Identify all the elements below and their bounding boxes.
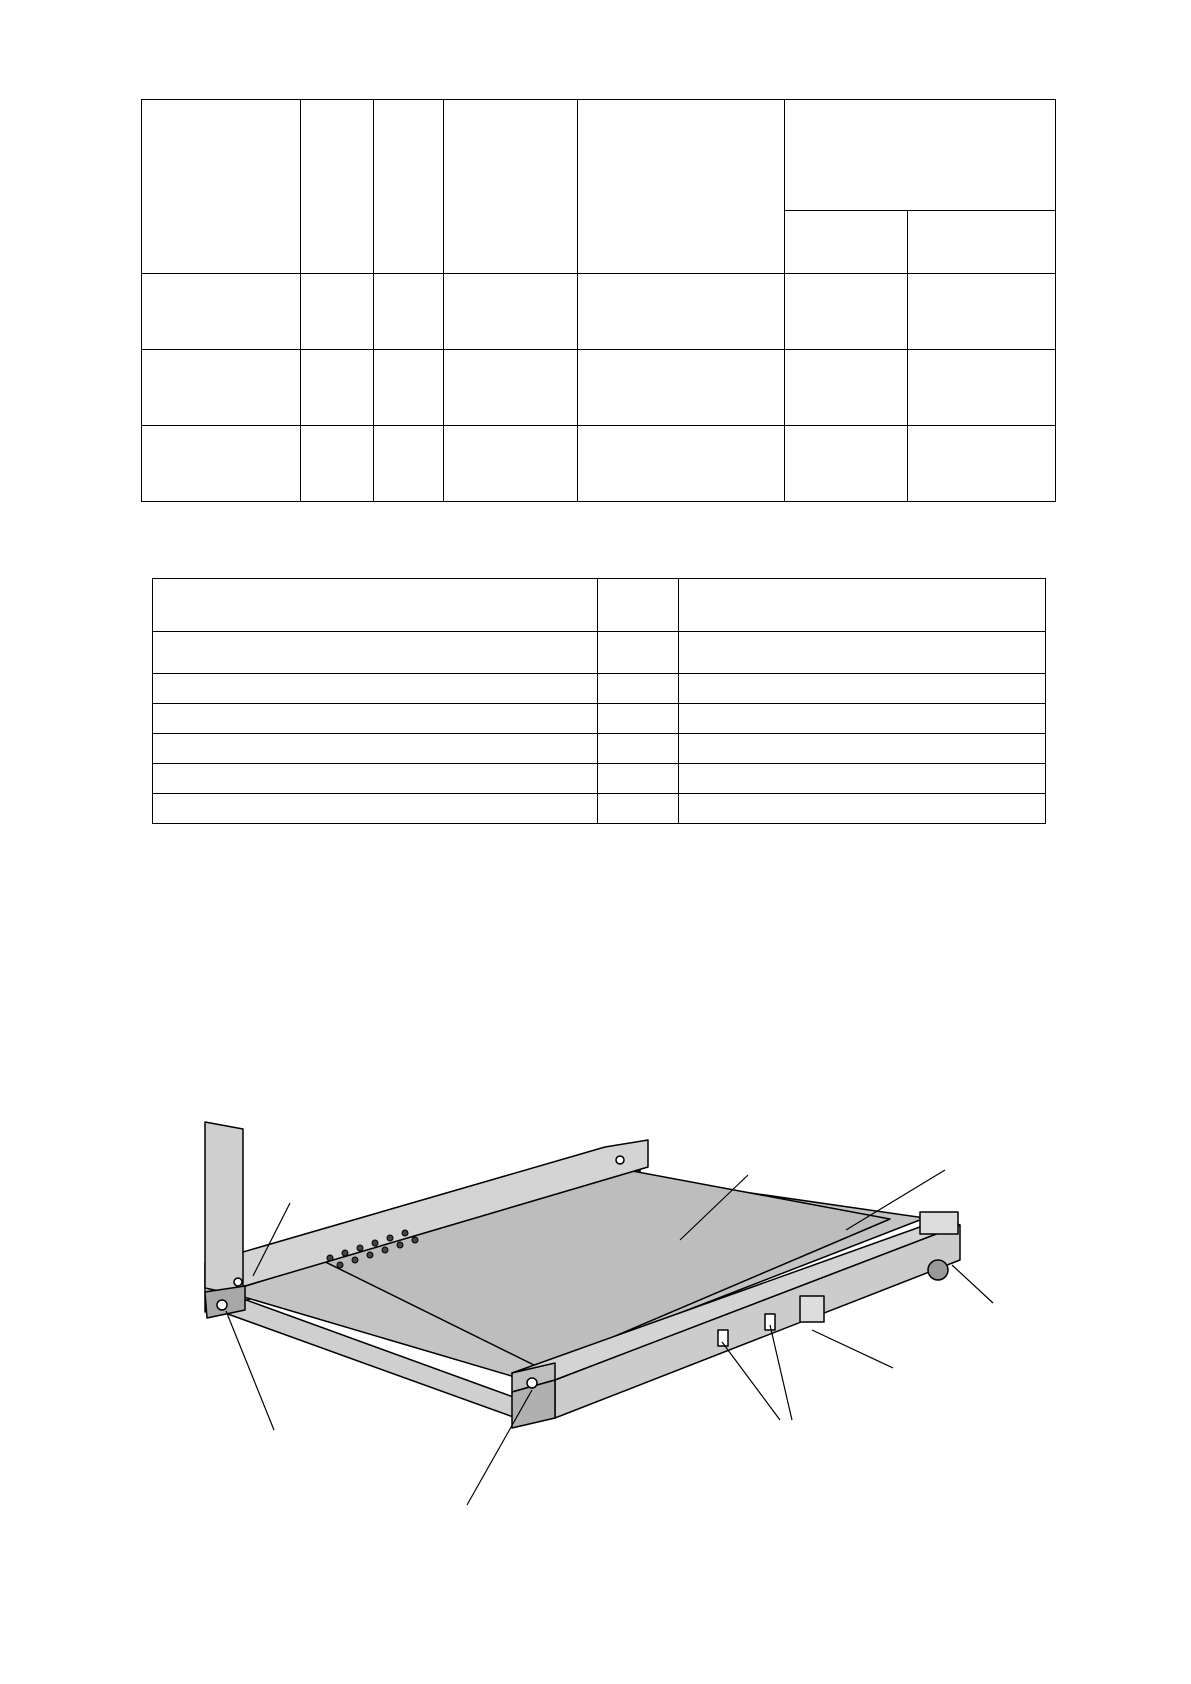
spec-row xyxy=(142,350,1056,426)
parts-table xyxy=(152,578,1046,824)
parts-cell xyxy=(679,674,1046,704)
spec-cell xyxy=(444,274,578,350)
parts-cell xyxy=(679,704,1046,734)
parts-cell xyxy=(679,764,1046,794)
parts-cell xyxy=(679,632,1046,674)
spec-header-cell xyxy=(444,100,578,274)
spec-row xyxy=(142,274,1056,350)
parts-cell xyxy=(153,632,598,674)
left-end-cap xyxy=(205,1122,243,1296)
spec-subheader-cell xyxy=(908,211,1056,274)
parts-cell xyxy=(153,579,598,632)
spec-header-row xyxy=(142,100,1056,211)
bolt-hole xyxy=(616,1156,624,1164)
hinge-bracket xyxy=(920,1212,958,1234)
parts-row xyxy=(153,704,1046,734)
spec-header-cell xyxy=(142,100,301,274)
spec-cell xyxy=(908,350,1056,426)
parts-cell xyxy=(598,734,679,764)
parts-cell xyxy=(598,632,679,674)
spec-header-cell xyxy=(301,100,374,274)
platform-scale-drawing xyxy=(180,1080,1010,1510)
spec-header-cell xyxy=(374,100,444,274)
parts-row xyxy=(153,632,1046,674)
parts-row xyxy=(153,674,1046,704)
spec-table xyxy=(141,99,1056,502)
parts-cell xyxy=(153,734,598,764)
parts-cell xyxy=(679,734,1046,764)
parts-cell xyxy=(598,579,679,632)
bolt-hole xyxy=(217,1300,227,1310)
parts-cell xyxy=(598,794,679,824)
spec-cell xyxy=(578,350,785,426)
spec-cell xyxy=(374,350,444,426)
spec-cell xyxy=(301,274,374,350)
spec-cell xyxy=(908,274,1056,350)
parts-cell xyxy=(153,764,598,794)
spec-cell xyxy=(785,426,908,502)
spec-cell xyxy=(142,350,301,426)
spec-cell xyxy=(374,274,444,350)
parts-cell xyxy=(598,764,679,794)
parts-cell xyxy=(153,794,598,824)
spec-subheader-cell xyxy=(785,211,908,274)
spec-cell xyxy=(785,274,908,350)
parts-header-row xyxy=(153,579,1046,632)
spec-cell xyxy=(578,274,785,350)
spec-cell xyxy=(374,426,444,502)
parts-cell xyxy=(598,704,679,734)
spec-cell xyxy=(444,426,578,502)
parts-row xyxy=(153,734,1046,764)
bolt-hole xyxy=(527,1378,537,1388)
parts-cell xyxy=(679,579,1046,632)
spec-cell xyxy=(578,426,785,502)
junction-box xyxy=(800,1296,824,1322)
parts-row xyxy=(153,764,1046,794)
parts-cell xyxy=(153,704,598,734)
parts-row xyxy=(153,794,1046,824)
spec-cell xyxy=(142,426,301,502)
bolt-hole xyxy=(234,1278,242,1286)
spec-cell xyxy=(444,350,578,426)
spec-header-group-cell xyxy=(785,100,1056,211)
spec-cell xyxy=(908,426,1056,502)
parts-cell xyxy=(598,674,679,704)
spec-cell xyxy=(301,426,374,502)
parts-cell xyxy=(679,794,1046,824)
parts-cell xyxy=(153,674,598,704)
spec-cell xyxy=(301,350,374,426)
spec-cell xyxy=(142,274,301,350)
spec-row xyxy=(142,426,1056,502)
spec-header-cell xyxy=(578,100,785,274)
leveling-foot xyxy=(928,1260,948,1280)
spec-cell xyxy=(785,350,908,426)
